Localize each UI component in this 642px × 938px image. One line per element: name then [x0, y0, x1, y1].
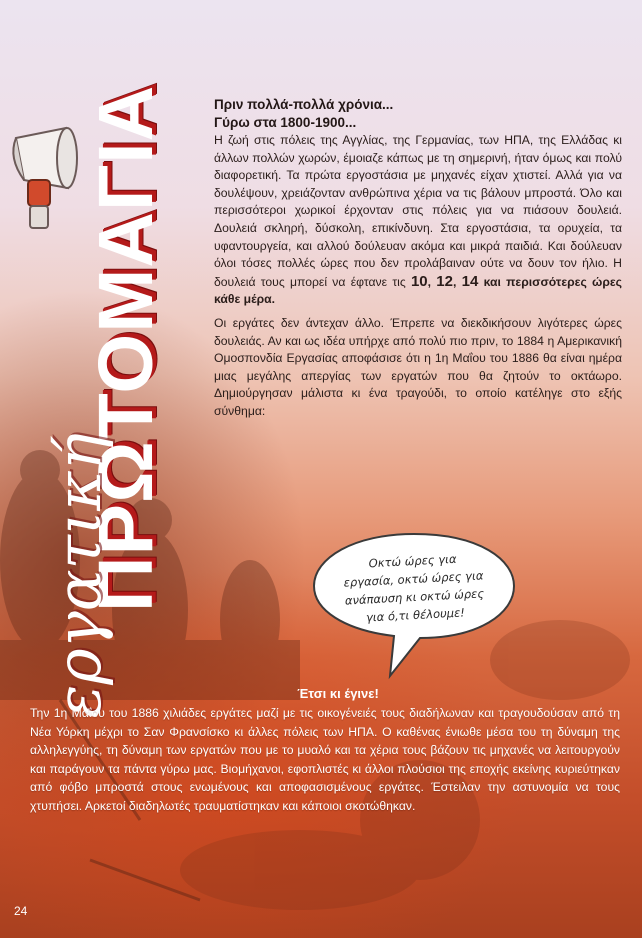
paragraph-1: [214, 132, 622, 309]
title-protomagia: ΠΡΩΤΟΜΑΓΙΑ: [83, 84, 169, 612]
heading-long-ago: Πριν πολλά-πολλά χρόνια...: [214, 97, 394, 112]
heading-years: Γύρω στα 1800-1900...: [214, 115, 357, 130]
sep-1: ,: [427, 274, 437, 289]
paragraph-1-text: Η ζωή στις πόλεις της Αγγλίας, της Γερμανίας, των ΗΠΑ, της Ελλάδας κι άλλων πολλών χωρών, έμοιαζε κάπως με τη σημερινή, ήταν όμως και πολύ διαφορετική. Τα πρώτα εργοστάσια με μηχανές είχαν χτιστεί. Αλλά για να δουλέψουν, χρειάζονταν ανθρώπινα χέρια να τις βάλουν μπροστά. Όλο και περισσότεροι χωρικοί έρχονταν στις πόλεις για να πιάσουν δουλειά. Δουλειά σκληρή, δύσκολη, επικίνδυνη. Στα εργοστάσια, τα ορυχεία, τα υφαντουργεία, και αλλού δούλευαν ακόμα και μικρά παιδιά. Και δούλευαν όλοι τόσες πολλές ώρες που δεν προλάβαιναν ούτε να δουν τον ήλιο. Η δουλειά τους μπορεί να έφτανε τις: [214, 133, 622, 289]
paragraph-2: Οι εργάτες δεν άντεχαν άλλο. Έπρεπε να διεκδικήσουν λιγότερες ώρες δουλειάς. Αν και ως ιδέα υπήρχε από πολύ πιο πριν, το 1884 η Αμερικανική Ομοσπονδία Εργασίας αποφάσισε ότι η 1η Μαΐου του 1886 θα είναι ημέρα μιας μεγάλης απεργίας των εργατών που θα ζητούν το οκτάωρο. Δημιούργησαν μάλιστα κι ένα τραγούδι, το οποίο κατέληγε στο εξής σύνθημα:: [214, 315, 622, 418]
bottom-paragraph: Την 1η Μαΐου του 1886 χιλιάδες εργάτες μαζί με τις οικογένειές τους διαδήλωναν και τραγουδούσαν από τη Νέα Υόρκη μέχρι το Σαν Φρανσίσκο κι άλλες πόλεις των ΗΠΑ. Ο καθένας ένιωθε μέσα του τη δύναμη της αλληλεγγύης, τη δύναμη των εργατών που με το μυαλό και τα χέρια τους βάζουν τις μηχανές να λειτουργούν και παράγουν τα πάντα γύρω μας. Βιομήχανοι, εφοπλιστές κι άλλοι πλούσιοι της εποχής εκείνης κυριεύτηκαν από φόβο μπροστά στους ενωμένους και αποφασισμένους εργάτες. Έστειλαν την αστυνομία να τους χτυπήσει. Αρκετοί διαδηλωτές τραυματίστηκαν και κάποιοι σκοτώθηκαν.: [30, 706, 620, 813]
bubble-line-2: εργασία, οκτώ ώρες για: [343, 568, 484, 590]
hours-10: 10: [410, 272, 428, 290]
main-article: [214, 96, 622, 421]
bottom-heading: Έτσι κι έγινε!: [297, 686, 379, 701]
bubble-line-3: ανάπαυση κι οκτώ ώρες: [344, 586, 485, 608]
hours-12: 12: [436, 272, 453, 290]
sep-2: ,: [452, 274, 462, 289]
speech-bubble: [310, 530, 518, 642]
hours-14: 14: [461, 272, 479, 290]
page-number: 24: [14, 904, 28, 918]
bubble-line-1: Οκτώ ώρες για: [368, 551, 457, 571]
bubble-line-4: για ό,τι θέλουμε!: [365, 605, 466, 625]
title-ergatiki: εργατική: [42, 432, 115, 718]
megaphone-icon: [6, 118, 86, 238]
speech-bubble-text: [330, 548, 498, 628]
paragraph-1-end: και περισσότερες ώρες κάθε μέρα.: [214, 274, 622, 307]
